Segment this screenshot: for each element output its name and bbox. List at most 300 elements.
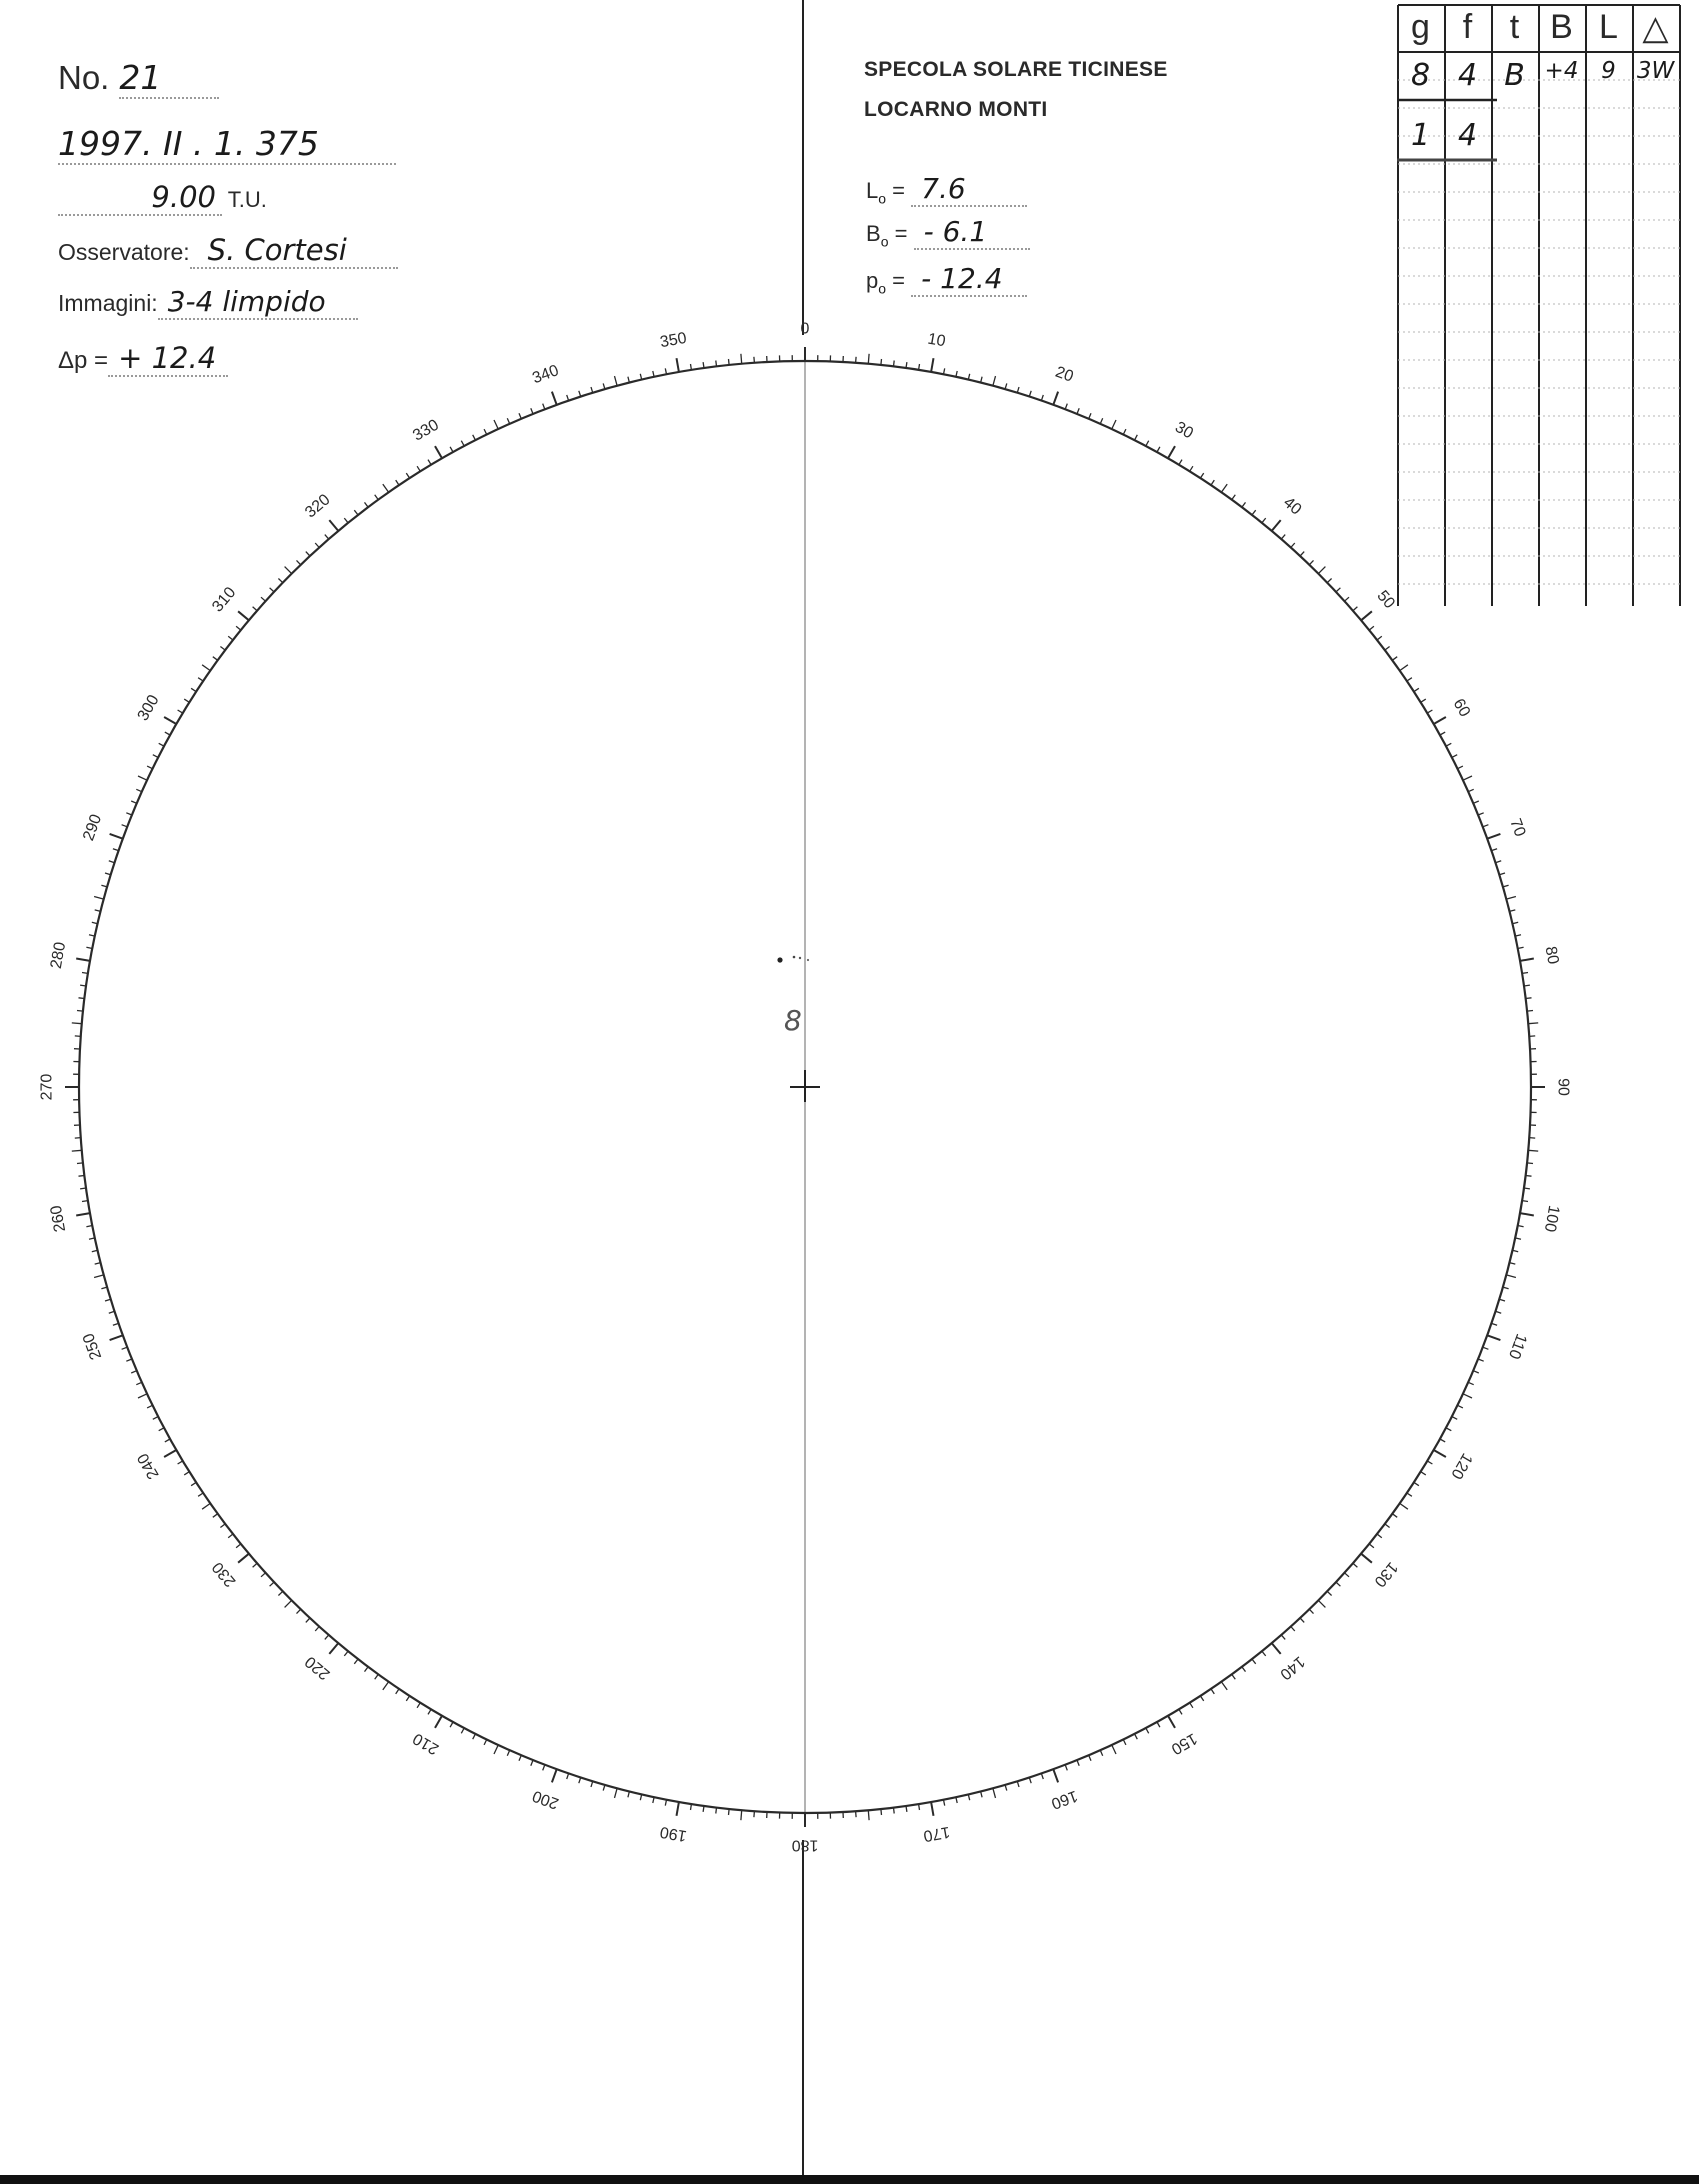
table-cell: 4 [1457,58,1478,93]
scale-label: 250 [80,1330,106,1362]
scale-tick [138,776,147,780]
scale-tick [1527,1011,1533,1012]
scale-tick [1496,861,1502,863]
scale-tick [1522,1201,1528,1202]
date-value: 1997. II . 1. 375 [58,124,396,165]
scale-tick [1524,1188,1530,1189]
scale-tick [1427,710,1432,713]
scale-tick [101,885,107,887]
scale-label: 220 [302,1652,334,1683]
scale-tick [178,1461,183,1464]
scale-tick [1468,789,1474,791]
scale-tick [1168,446,1175,458]
scale-tick [1369,1544,1374,1548]
sunspot-dot [777,957,782,962]
b0-eq: = [894,221,908,246]
scale-tick [1473,801,1479,803]
scale-tick [484,1740,487,1745]
scale-tick [1327,1591,1331,1595]
scale-tick [543,1765,545,1771]
b0-value: - 6.1 [914,215,1030,250]
scale-tick [519,413,521,419]
table-cell: 8 [1410,58,1431,93]
scale-tick [1458,1405,1463,1408]
scale-tick [628,1791,630,1797]
scale-tick [1146,1728,1149,1733]
scale-tick [531,1760,533,1766]
scale-label: 180 [791,1836,819,1854]
scale-tick [1529,1036,1535,1037]
scale-tick [191,1482,196,1485]
observatory-line-2: LOCARNO MONTI [864,98,1048,121]
scale-tick [1077,408,1079,414]
scale-tick [383,1682,389,1690]
scale-tick [1179,460,1182,465]
scale-tick [1421,1472,1426,1475]
scale-tick [72,1023,82,1024]
scale-tick [95,910,101,912]
scale-tick [615,376,618,386]
scale-tick [519,1755,521,1761]
scale-tick [1041,395,1043,401]
scale-tick [79,1176,85,1177]
scale-tick [1252,1659,1256,1664]
scale-tick [552,1769,557,1782]
scale-tick [591,387,593,393]
scale-tick [1157,1722,1160,1727]
scale-tick [178,710,183,713]
scale-tick [1252,510,1256,515]
scale-tick [165,1439,170,1442]
scale-tick [1221,1682,1227,1690]
scale-tick [603,383,605,389]
scale-tick [640,374,641,380]
number-value: 21 [119,58,219,99]
scale-tick [105,873,111,875]
scale-tick [198,1493,203,1496]
scale-label: 300 [134,692,163,724]
scale-tick [191,688,196,691]
scale-tick [329,1643,338,1654]
sunspot-dot [793,956,796,959]
scale-tick [228,636,233,640]
scale-tick [329,520,338,531]
time-unit: T.U. [227,187,267,212]
scale-label: 140 [1276,1652,1308,1683]
scale-tick [1473,1371,1479,1373]
p0-value: - 12.4 [911,262,1027,297]
scale-label: 280 [47,940,70,971]
number-label: No. [58,59,110,96]
scale-label: 50 [1373,587,1398,613]
scale-tick [153,1417,158,1420]
scale-tick [105,1299,111,1301]
scale-tick [1123,429,1126,434]
scale-tick [297,1609,301,1613]
scale-tick [703,1806,704,1812]
scale-tick [1509,1263,1515,1265]
scale-tick [1440,732,1445,735]
scale-tick [136,1382,142,1384]
scale-label: 100 [1540,1203,1563,1234]
scale-label: 170 [921,1822,952,1845]
scale-tick [76,1213,90,1215]
scale-tick [344,518,348,523]
scale-tick [993,1788,996,1798]
scale-tick [1463,776,1472,780]
scale-tick [1452,755,1457,758]
scale-tick [110,1335,123,1340]
scale-tick [1318,1600,1325,1607]
scale-tick [406,1696,409,1701]
scale-tick [109,1311,115,1313]
scale-label: 110 [1504,1331,1530,1362]
observer-value: S. Cortesi [190,233,398,269]
scale-tick [1291,1627,1295,1632]
scale-label: 90 [1554,1078,1572,1096]
scale-tick [567,395,569,401]
scale-tick [1272,520,1281,531]
scale-tick [1309,1609,1313,1613]
scale-tick [297,560,301,564]
scale-tick [1200,1696,1203,1701]
scale-tick [113,1323,119,1325]
scale-tick [1053,1769,1058,1782]
scale-tick [126,1359,132,1361]
scale-tick [126,813,132,815]
scale-tick [1017,387,1019,393]
scale-tick [238,1554,249,1563]
l0-value: 7.6 [911,172,1027,207]
scale-tick [1242,1667,1246,1672]
scale-tick [741,1810,742,1820]
scale-tick [80,985,86,986]
scale-tick [365,1667,369,1672]
scale-tick [1434,717,1446,724]
scale-tick [1483,825,1489,827]
scale-tick [147,1405,152,1408]
scale-tick [729,359,730,365]
scale-tick [270,588,274,592]
scale-tick [1434,1450,1446,1457]
scale-tick [1005,383,1007,389]
scale-tick [1407,1493,1412,1496]
scale-tick [1309,560,1313,564]
scale-tick [198,678,203,681]
scale-tick [741,354,742,364]
scale-tick [136,789,142,791]
scale-tick [1491,849,1497,851]
scale-tick [1190,466,1193,471]
observatory-line-1: SPECOLA SOLARE TICINESE [864,58,1168,81]
scale-tick [365,502,369,507]
scale-label: 310 [209,584,240,616]
scale-label: 240 [134,1450,163,1482]
scale-tick [1211,1689,1214,1694]
scale-tick [95,1263,101,1265]
scale-tick [543,404,545,410]
scale-tick [868,1810,869,1820]
scale-label: 10 [926,330,947,351]
scale-tick [396,480,399,485]
l0-eq: = [892,178,906,203]
scale-tick [236,1544,241,1548]
scale-tick [261,1573,266,1577]
p0-eq: = [892,268,906,293]
scale-tick [1446,1428,1451,1431]
scale-tick [919,1804,920,1810]
scale-tick [228,1534,233,1538]
scale-tick [80,1188,86,1189]
scale-tick [691,364,692,370]
scale-label: 210 [410,1729,442,1758]
scale-tick [1262,518,1266,523]
scale-label: 260 [47,1203,70,1234]
scale-tick [213,657,218,661]
scale-tick [138,1394,147,1398]
scale-tick [1281,1635,1285,1640]
scale-tick [1353,607,1358,611]
scale-tick [261,597,266,601]
images-value: 3-4 limpido [158,285,358,320]
scale-tick [1168,1716,1175,1728]
scale-tick [285,567,292,574]
scale-tick [1478,1359,1484,1361]
scale-tick [1527,1163,1533,1164]
scale-tick [76,959,90,961]
table-cell: +4 [1544,58,1579,84]
scale-tick [1499,873,1505,875]
scale-tick [1221,484,1227,492]
scale-tick [147,766,152,769]
scale-tick [1503,885,1509,887]
scale-tick [1318,567,1325,574]
scale-tick [1232,1674,1236,1679]
scale-label: 340 [530,362,562,388]
scale-tick [122,1347,128,1349]
scale-tick [968,374,969,380]
table-header-cell: L [1599,8,1618,46]
scale-tick [1369,626,1374,630]
scale-tick [92,1250,98,1251]
scale-tick [1100,1750,1102,1756]
scale-tick [435,446,442,458]
scale-tick [184,699,189,702]
scale-tick [1526,1176,1532,1177]
scale-tick [1077,1760,1079,1766]
scale-tick [79,998,85,999]
delta-p-value: + 12.4 [108,341,228,377]
scale-label: 190 [658,1822,689,1845]
l0-label: L [866,178,879,203]
scale-tick [993,376,996,386]
scale-tick [1146,441,1149,446]
scale-tick [615,1788,618,1798]
scale-label: 30 [1172,418,1196,443]
b0-sub: o [880,233,889,250]
b0-label: B [866,221,881,246]
scale-tick [396,1689,399,1694]
scale-tick [881,1809,882,1815]
sunspot-dot [807,959,809,961]
scale-tick [1526,998,1532,999]
table-cell: B [1504,58,1525,93]
scale-tick [1100,418,1102,424]
scale-tick [164,717,176,724]
scale-tick [1112,420,1116,429]
scale-tick [1528,1150,1538,1151]
scale-tick [981,377,983,383]
p0-label: p [866,268,879,293]
scale-tick [1336,1582,1340,1586]
scale-tick [1506,897,1516,900]
table-header-cell: g [1411,8,1430,46]
scale-tick [131,801,137,803]
scale-tick [1458,766,1463,769]
scale-tick [164,1450,176,1457]
scale-tick [868,354,869,364]
scale-tick [1336,588,1340,592]
scale-tick [109,861,115,863]
scale-tick [1414,1482,1419,1485]
scale-tick [591,1781,593,1787]
scale-tick [1200,473,1203,478]
scale-tick [703,362,704,368]
scale-label: 0 [800,320,810,338]
scale-tick [220,647,225,651]
scale-tick [77,1163,83,1164]
scale-tick [461,1728,464,1733]
scale-tick [236,626,241,630]
scale-tick [1392,1514,1397,1518]
scale-tick [729,1809,730,1815]
scale-tick [1491,1323,1497,1325]
scale-tick [406,473,409,478]
scale-label: 290 [80,812,106,844]
scale-label: 160 [1048,1786,1080,1812]
scale-tick [906,362,907,368]
scale-tick [1421,699,1426,702]
scale-tick [253,1563,258,1567]
table-cell: 4 [1457,118,1478,153]
scale-tick [325,535,329,540]
scale-tick [1487,1335,1500,1340]
scale-tick [579,391,581,397]
scale-tick [417,466,420,471]
scale-tick [531,408,533,414]
scale-tick [428,1709,431,1714]
scale-tick [306,552,310,556]
scale-label: 270 [38,1073,56,1101]
scale-tick [354,1659,358,1664]
scale-tick [1089,413,1091,419]
scale-tick [1157,447,1160,452]
scale-tick [270,1582,274,1586]
scale-tick [1377,636,1382,640]
scale-tick [417,1703,420,1708]
scale-tick [1291,543,1295,548]
scale-tick [1446,743,1451,746]
scale-tick [931,1802,933,1816]
scale-tick [691,1804,692,1810]
scale-tick [82,973,88,974]
scale-tick [1503,1287,1509,1289]
scale-tick [473,1734,476,1739]
scale-tick [1529,1138,1535,1139]
scale-tick [325,1635,329,1640]
scale-tick [383,484,389,492]
scale-tick [906,1806,907,1812]
scale-tick [981,1791,983,1797]
scale-tick [931,358,933,372]
scale-tick [894,1808,895,1814]
scale-tick [1065,1765,1067,1771]
scale-tick [1123,1740,1126,1745]
scale-tick [110,834,123,839]
scale-tick [1496,1311,1502,1313]
scale-tick [1478,813,1484,815]
scale-tick [1272,1643,1281,1654]
scale-tick [278,579,282,583]
scale-tick [1005,1785,1007,1791]
scale-tick [1361,1554,1372,1563]
scale-tick [1483,1347,1489,1349]
scale-label: 150 [1168,1729,1200,1758]
scale-tick [1353,1563,1358,1567]
scale-tick [1179,1709,1182,1714]
scale-tick [285,1600,292,1607]
scale-tick [213,1514,218,1518]
scale-tick [101,1287,107,1289]
scale-tick [1520,1213,1534,1215]
scale-tick [354,510,358,515]
scale-label: 320 [302,491,334,522]
scale-tick [131,1371,137,1373]
scale-tick [1463,1394,1472,1398]
scale-tick [1400,1503,1408,1509]
scale-tick [677,1802,679,1816]
p0-sub: o [878,280,887,297]
scale-tick [315,1627,319,1632]
scale-label: 80 [1541,945,1562,966]
scale-tick [122,825,128,827]
scale-tick [159,1428,164,1431]
scale-label: 130 [1370,1558,1401,1590]
scale-tick [202,1503,210,1509]
scale-tick [640,1794,641,1800]
scale-label: 120 [1447,1450,1476,1482]
scale-tick [1407,678,1412,681]
scale-tick [603,1785,605,1791]
scale-tick [153,755,158,758]
scale-tick [253,607,258,611]
scale-tick [677,358,679,372]
scale-tick [1017,1781,1019,1787]
scale-tick [165,732,170,735]
sunspot-dot [799,957,801,959]
scale-label: 330 [410,416,442,445]
scale-tick [1327,579,1331,583]
scale-tick [113,849,119,851]
scale-label: 20 [1053,363,1076,386]
scale-tick [507,418,509,424]
scale-tick [494,420,498,429]
scale-tick [881,359,882,365]
scale-tick [1135,435,1138,440]
footer-band [0,2175,1699,2184]
scale-tick [1232,495,1236,500]
delta-p-label: Δp = [58,347,109,374]
